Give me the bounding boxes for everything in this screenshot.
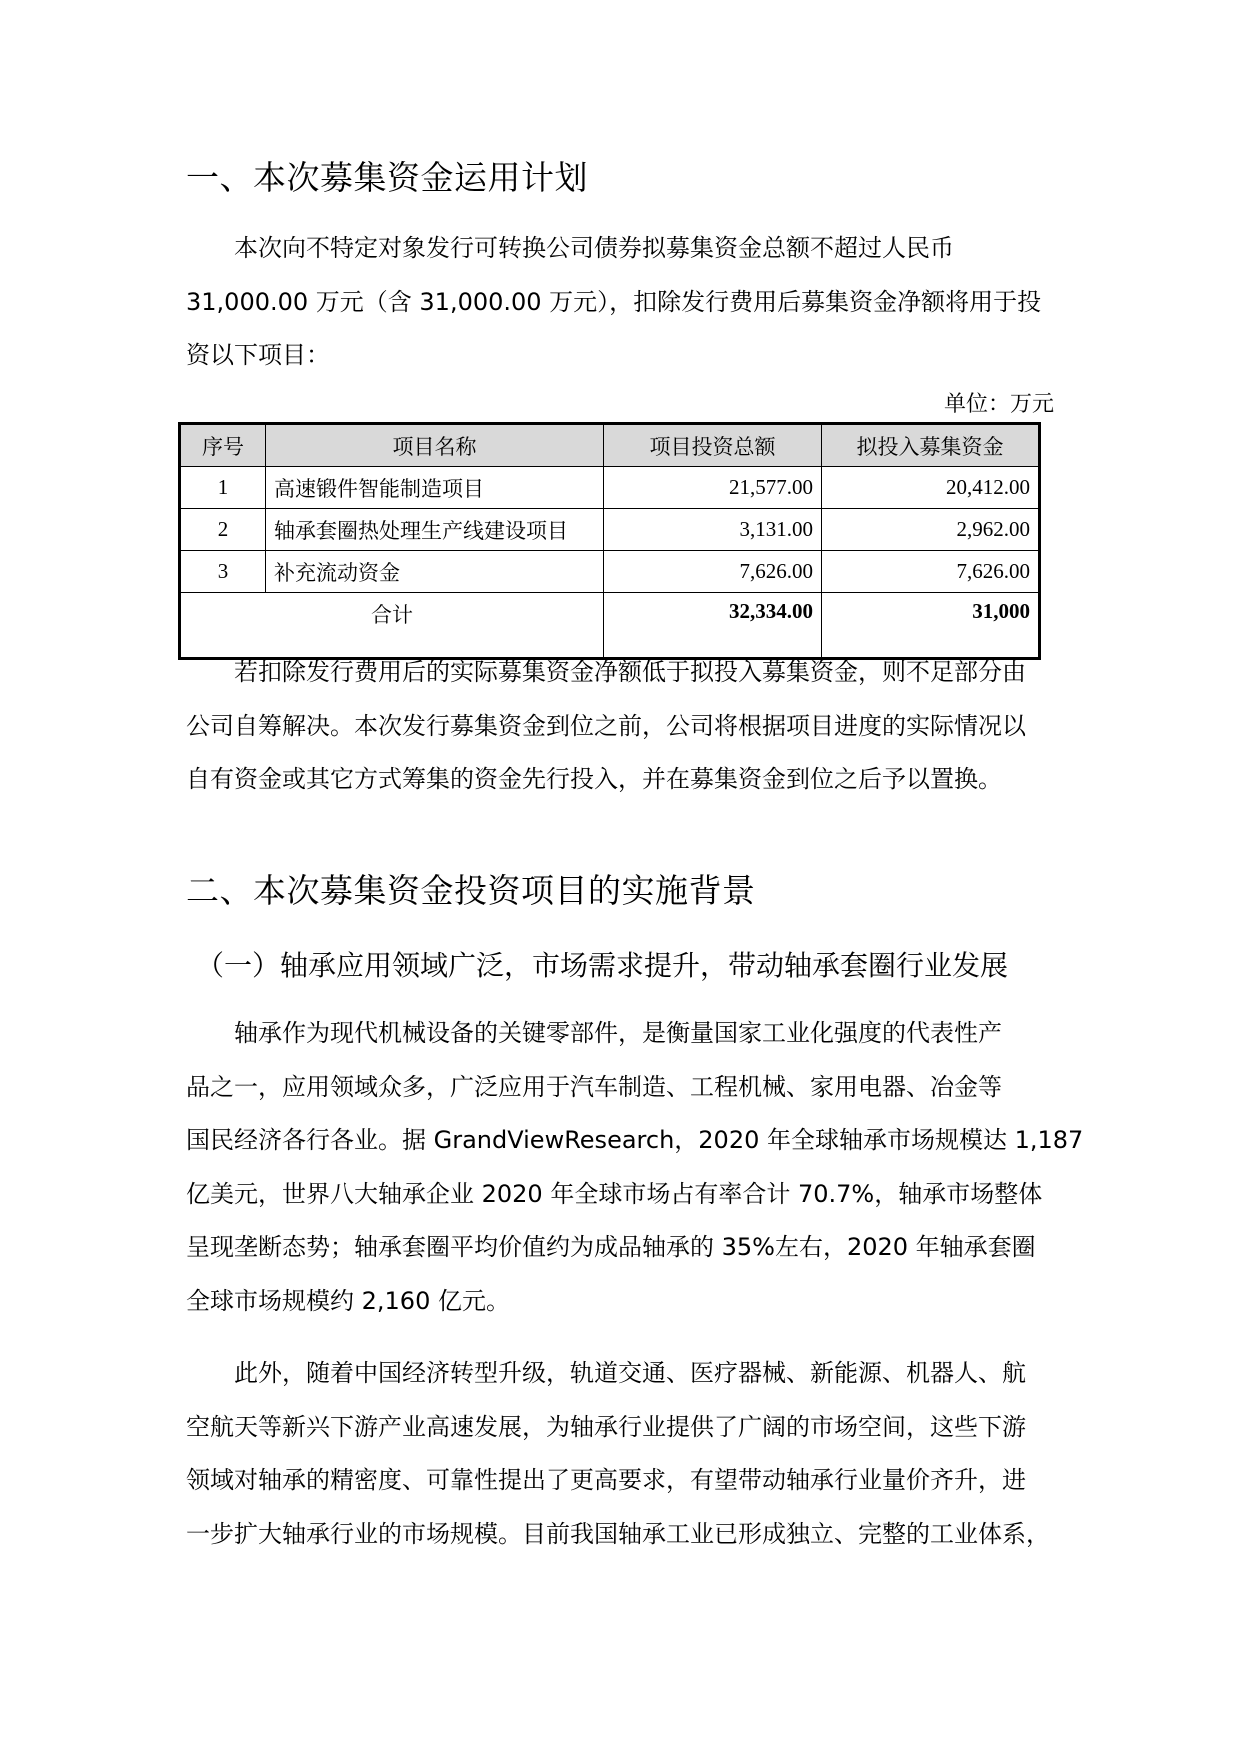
row-raised-funds: 2,962.00 (822, 509, 1040, 551)
paragraph-line: 一步扩大轴承行业的市场规模。目前我国轴承工业已形成独立、完整的工业体系， (186, 1519, 1050, 1548)
paragraph-line: 领域对轴承的精密度、可靠性提出了更高要求，有望带动轴承行业量价齐升，进 (186, 1466, 1026, 1494)
section2-heading: 二、本次募集资金投资项目的实施背景 (186, 871, 756, 910)
row-project-name: 补充流动资金 (266, 551, 604, 593)
paragraph-line: 资以下项目： (186, 341, 330, 369)
row-raised-funds: 7,626.00 (822, 551, 1040, 593)
unit-label: 单位：万元 (943, 392, 1054, 417)
header-total-investment: 项目投资总额 (604, 424, 822, 467)
section1-heading: 一、本次募集资金运用计划 (186, 158, 588, 197)
row-project-name: 高速锻件智能制造项目 (266, 467, 604, 509)
paragraph-line: 此外，随着中国经济转型升级，轨道交通、医疗器械、新能源、机器人、航 (234, 1359, 1026, 1387)
row-total-investment: 21,577.00 (604, 467, 822, 509)
table-row (180, 509, 1040, 551)
section1-after-paragraph (186, 646, 1066, 807)
row-index: 2 (180, 509, 266, 551)
paragraph-line: 31,000.00 万元（含 31,000.00 万元），扣除发行费用后募集资金净额将用于投 (186, 287, 1042, 316)
header-project-name: 项目名称 (266, 424, 604, 467)
row-raised-funds: 20,412.00 (822, 467, 1040, 509)
table-row (180, 467, 1040, 509)
total-label: 合计 (180, 593, 604, 659)
total-investment-sum: 32,334.00 (604, 593, 822, 659)
paragraph-line: 国民经济各行各业。据 GrandViewResearch，2020 年全球轴承市场规模达 1,187 (186, 1126, 1084, 1154)
section1-intro-paragraph (186, 222, 1066, 383)
header-raised-funds: 拟投入募集资金 (822, 424, 1040, 467)
paragraph-line: 若扣除发行费用后的实际募集资金净额低于拟投入募集资金，则不足部分由 (234, 658, 1026, 686)
paragraph-line: 公司自筹解决。本次发行募集资金到位之前，公司将根据项目进度的实际情况以 (186, 711, 1026, 740)
section2-paragraph-1 (186, 1007, 1084, 1328)
paragraph-line: 空航天等新兴下游产业高速发展，为轴承行业提供了广阔的市场空间，这些下游 (186, 1412, 1026, 1441)
section2-subheading: （一）轴承应用领域广泛，市场需求提升，带动轴承套圈行业发展 (196, 949, 1009, 982)
paragraph-line: 品之一，应用领域众多，广泛应用于汽车制造、工程机械、家用电器、冶金等 (186, 1072, 1002, 1101)
paragraph-line: 自有资金或其它方式筹集的资金先行投入，并在募集资金到位之后予以置换。 (186, 765, 1002, 793)
row-total-investment: 3,131.00 (604, 509, 822, 551)
row-index: 1 (180, 467, 266, 509)
paragraph-line: 全球市场规模约 2,160 亿元。 (186, 1286, 510, 1315)
paragraph-line: 轴承作为现代机械设备的关键零部件，是衡量国家工业化强度的代表性产 (234, 1019, 1002, 1047)
paragraph-line: 本次向不特定对象发行可转换公司债券拟募集资金总额不超过人民币 (234, 234, 954, 262)
row-project-name: 轴承套圈热处理生产线建设项目 (266, 509, 604, 551)
header-index: 序号 (180, 424, 266, 467)
table-row (180, 551, 1040, 593)
total-raised-sum: 31,000 (822, 593, 1040, 659)
paragraph-line: 亿美元，世界八大轴承企业 2020 年全球市场占有率合计 70.7%，轴承市场整体 (186, 1179, 1043, 1208)
row-total-investment: 7,626.00 (604, 551, 822, 593)
fund-allocation-table (178, 422, 1041, 660)
row-index: 3 (180, 551, 266, 593)
section2-paragraph-2 (186, 1347, 1066, 1561)
table-header-row (180, 424, 1040, 467)
paragraph-line: 呈现垄断态势；轴承套圈平均价值约为成品轴承的 35%左右，2020 年轴承套圈 (186, 1233, 1036, 1261)
